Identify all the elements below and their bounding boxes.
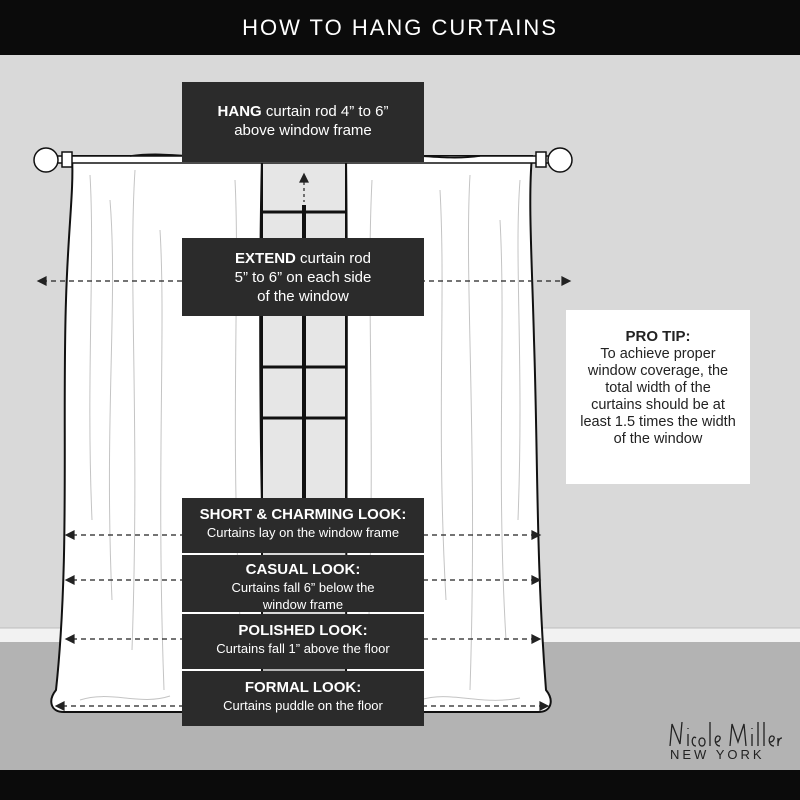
page-title: HOW TO HANG CURTAINS (0, 0, 800, 55)
look-heading: SHORT & CHARMING LOOK: (199, 506, 407, 523)
pro-tip-box (566, 310, 750, 484)
rod-finial-right (548, 148, 572, 172)
short-charming-look-box (182, 498, 424, 553)
look-heading: CASUAL LOOK: (245, 561, 361, 578)
look-description: Curtains lay on the window frame (206, 525, 400, 540)
casual-look-box (182, 555, 424, 612)
pro-tip-body: To achieve proper window coverage, the total width of the curtains should be at least 1.5 times the width of the window (580, 346, 736, 447)
brand-location: NEW YORK (670, 747, 765, 762)
extend-text-line2: 5” to 6” on each side (234, 269, 372, 286)
look-heading: FORMAL LOOK: (244, 679, 362, 696)
rod-finial-left (34, 148, 58, 172)
hang-text: curtain rod 4” to 6” (261, 103, 389, 120)
look-description: Curtains puddle on the floor (223, 698, 383, 713)
extend-instruction-box (182, 238, 424, 316)
extend-text: curtain rod (295, 250, 371, 267)
hang-keyword: HANG (217, 103, 262, 120)
look-description: Curtains fall 1” above the floor (216, 641, 390, 656)
extend-text-line3: of the window (257, 288, 349, 305)
look-description: Curtains fall 6” below the window frame (231, 580, 375, 612)
formal-look-box (182, 671, 424, 726)
hang-instruction-box (182, 82, 424, 162)
extend-keyword: EXTEND (235, 250, 296, 267)
pro-tip-heading: PRO TIP: (625, 328, 691, 345)
footer-bar (0, 770, 800, 800)
polished-look-box (182, 614, 424, 669)
hang-text-line2: above window frame (234, 122, 372, 139)
look-heading: POLISHED LOOK: (238, 622, 368, 639)
